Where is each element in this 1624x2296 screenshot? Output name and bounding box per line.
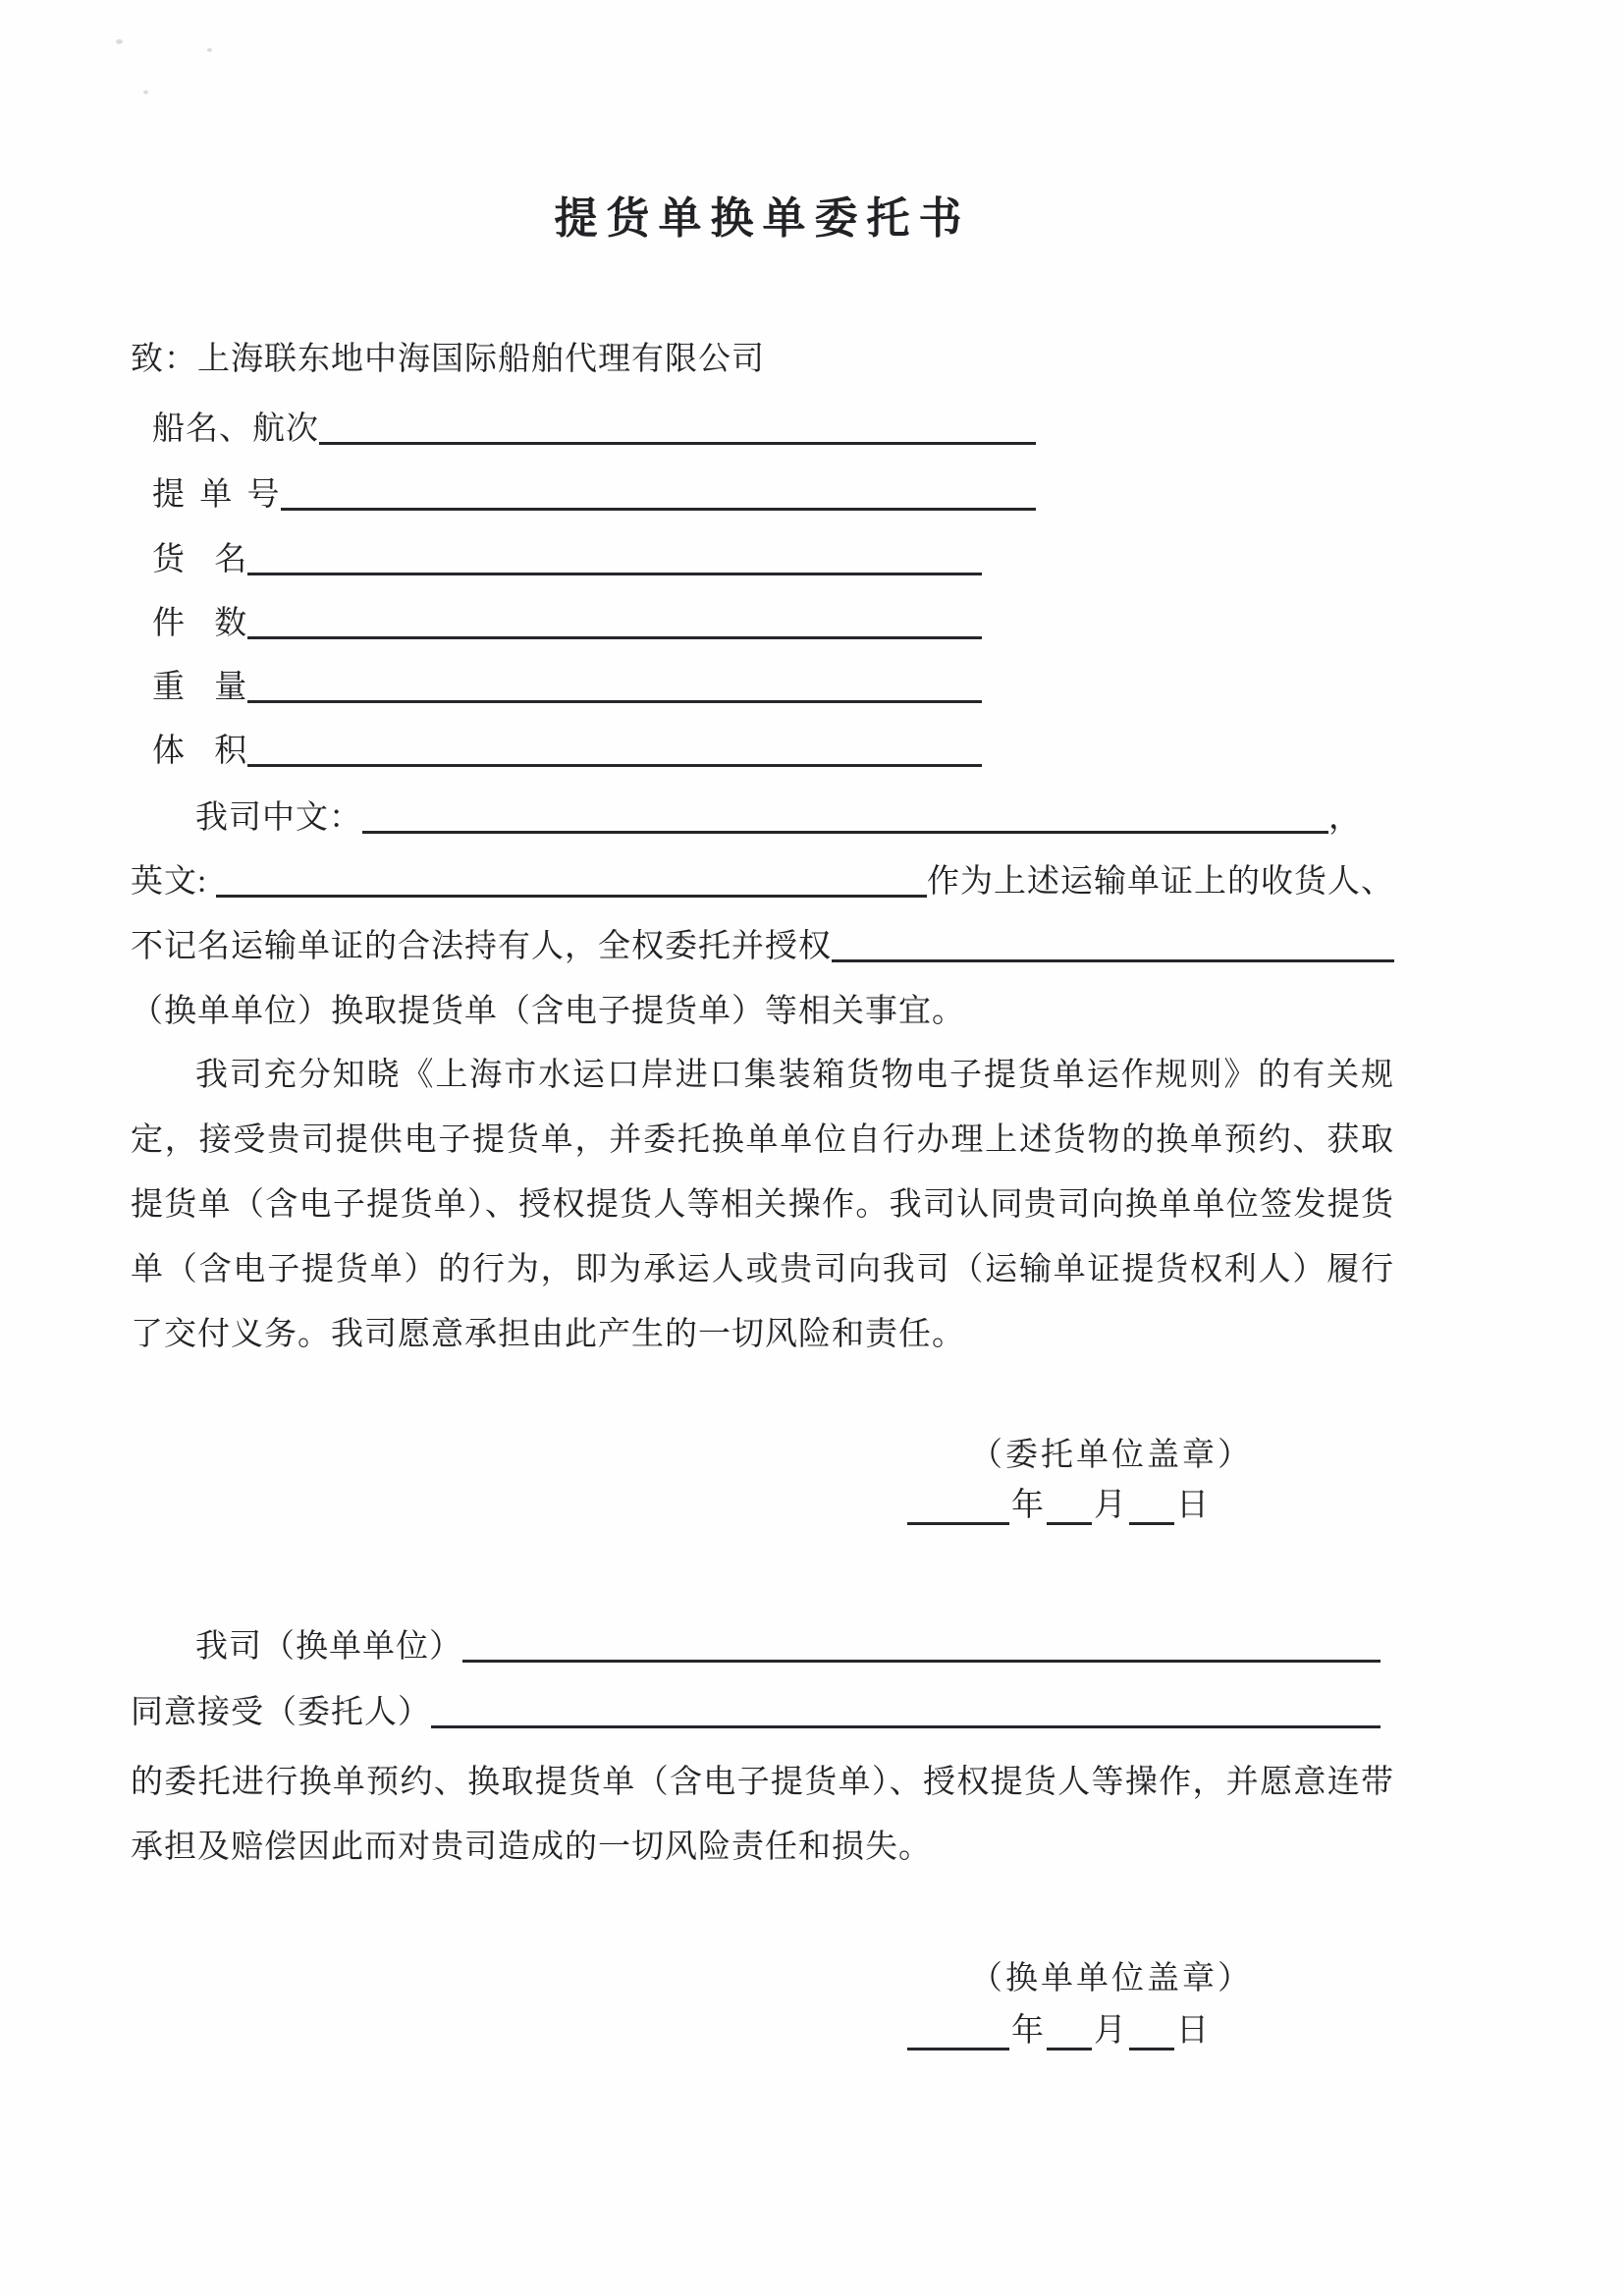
company-en-line (131, 855, 1394, 902)
principal-accept-prefix: 同意接受（委托人） (131, 1695, 431, 1730)
field-label-volume: 体 积 (152, 734, 248, 769)
agent-acceptance-paragraph: 的委托进行换单预约、换取提货单（含电子提货单）、授权提货人等操作，并愿意连带承担及赔偿因此而对贵司造成的一切风险责任和损失。 (131, 1765, 1394, 1865)
company-en-blank (216, 893, 927, 898)
field-row-ship-voyage (152, 403, 1036, 449)
field-label-cargo-name: 货 名 (152, 542, 248, 577)
company-en-prefix: 英文: (131, 864, 217, 900)
month-label: 月 (1094, 1488, 1127, 1523)
agent-date-line (907, 2013, 1212, 2050)
year-label: 年 (1011, 1488, 1045, 1523)
field-blank-bl-number (281, 506, 1037, 511)
recipient-label: 致： (131, 342, 197, 377)
company-cn-prefix: 我司中文： (195, 800, 362, 836)
agent-year-blank (907, 2038, 1009, 2050)
principal-month-blank (1047, 1512, 1092, 1525)
field-label-package-count: 件 数 (152, 606, 248, 641)
field-blank-ship-voyage (319, 440, 1036, 445)
principal-name-blank (431, 1723, 1380, 1728)
agent-seal-label: （换单单位盖章） (970, 1961, 1253, 1996)
authorized-agent-blank (832, 957, 1394, 962)
principal-seal-label: （委托单位盖章） (970, 1438, 1253, 1473)
recipient-name: 上海联东地中海国际船舶代理有限公司 (197, 342, 765, 377)
field-blank-cargo-name (247, 571, 982, 575)
declaration-paragraph: 我司充分知晓《上海市水运口岸进口集装箱货物电子提货单运作规则》的有关规定，接受贵司提供电子提货单，并委托换单单位自行办理上述货物的换单预约、获取提货单（含电子提货单）、授权提货人等相关操作。我司认同贵司向换单单位签发提货单（含电子提货单）的行为，即为承运人或贵司向我司（运输单证提货权利人）履行了交付义务。我司愿意承担由此产生的一切风险和责任。 (131, 1058, 1394, 1352)
day-label: 日 (1176, 1488, 1210, 1523)
agent-company-line (195, 1620, 1380, 1667)
scan-speck (116, 39, 123, 44)
scan-speck (143, 90, 148, 94)
principal-date-line (907, 1488, 1212, 1525)
agent-month-blank (1047, 2038, 1092, 2050)
agent-purpose-line: （换单单位）换取提货单（含电子提货单）等相关事宜。 (131, 994, 965, 1029)
year-label: 年 (1011, 2013, 1045, 2049)
field-row-cargo-name (152, 533, 982, 579)
principal-day-blank (1129, 1512, 1174, 1525)
field-blank-weight (247, 698, 982, 703)
principal-accept-line (131, 1686, 1380, 1732)
principal-year-blank (907, 1512, 1009, 1525)
company-en-suffix: 作为上述运输单证上的收货人、 (927, 864, 1394, 900)
month-label: 月 (1094, 2013, 1127, 2049)
company-cn-line (195, 792, 1362, 838)
agent-company-prefix: 我司（换单单位） (195, 1629, 462, 1665)
company-cn-blank (362, 829, 1328, 834)
field-row-bl-number (152, 468, 1036, 515)
field-row-volume (152, 725, 982, 771)
field-blank-volume (247, 762, 982, 767)
company-cn-comma: ， (1328, 800, 1362, 836)
authorization-text: 不记名运输单证的合法持有人，全权委托并授权 (131, 929, 832, 964)
agent-day-blank (1129, 2038, 1174, 2050)
recipient-line (131, 333, 765, 379)
scan-speck (207, 48, 212, 52)
field-label-ship-voyage: 船名、航次 (152, 411, 319, 447)
field-row-weight (152, 661, 982, 707)
page-title: 提货单换单委托书 (554, 193, 971, 244)
field-label-weight: 重 量 (152, 670, 248, 705)
agent-company-blank (462, 1658, 1380, 1663)
day-label: 日 (1176, 2013, 1210, 2049)
field-label-bl-number: 提 单 号 (152, 477, 281, 513)
field-row-package-count (152, 597, 982, 643)
field-blank-package-count (247, 634, 982, 639)
authorization-line (131, 920, 1394, 966)
